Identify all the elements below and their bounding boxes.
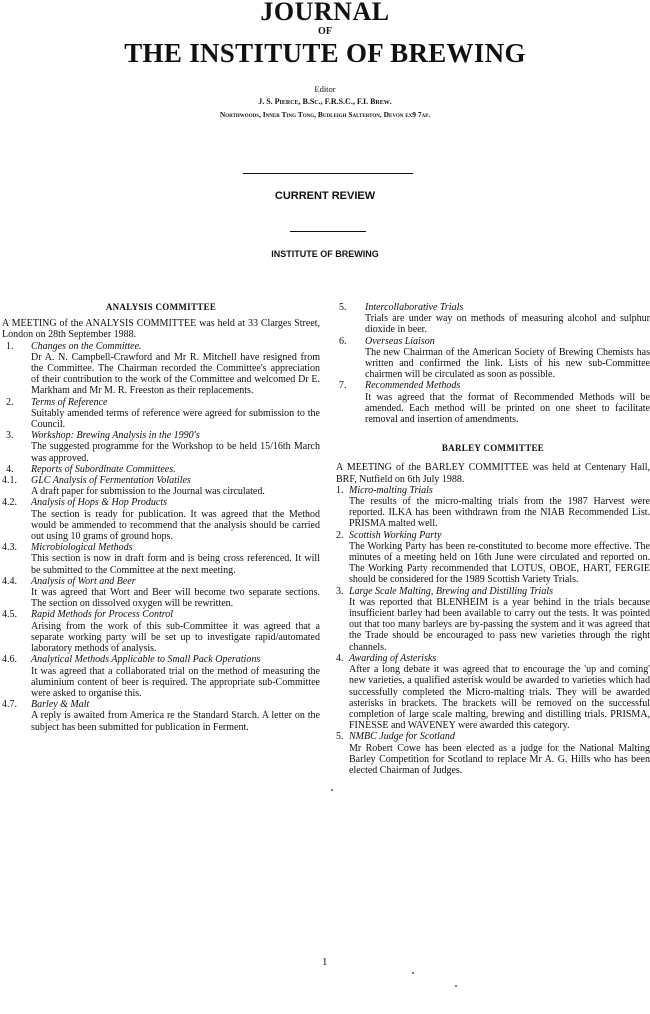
analysis-item-4 xyxy=(2,464,320,475)
item-heading: Scottish Working Party xyxy=(349,529,442,541)
barley-item-2 xyxy=(336,530,650,586)
item-body: The suggested programme for the Workshop to be held 15/16th March was approved. xyxy=(31,441,320,464)
item-number: 4.6. xyxy=(2,654,17,666)
item-body: The new Chairman of the American Society of Brewing Chemists has written and confirmed the link. Lists of his new sub-Committee chairmen will be circulated as soon as possible. xyxy=(365,346,650,381)
masthead xyxy=(0,0,650,120)
editor-address: Northwoods, Inner Ting Tong, Budleigh Salterton, Devon ex9 7ap. xyxy=(219,110,431,119)
item-heading: Large Scale Malting, Brewing and Distilling Trials xyxy=(349,585,553,597)
analysis-item-2 xyxy=(2,397,320,431)
item-number: 2. xyxy=(6,396,14,408)
editor-label: Editor xyxy=(314,84,336,94)
item-heading: Rapid Methods for Process Control xyxy=(31,609,174,621)
item-number: 1. xyxy=(6,340,14,352)
item-body: It was agreed that Wort and Beer will become two separate sections. The section on dissolved oxygen will be rewritten. xyxy=(31,587,320,610)
scan-speck xyxy=(331,789,333,791)
item-heading: Overseas Liaison xyxy=(365,335,435,347)
page-number: 1 xyxy=(322,956,328,968)
analysis-item-7 xyxy=(336,380,650,425)
item-number: 4.4. xyxy=(2,575,17,587)
analysis-item-4-4 xyxy=(2,576,320,610)
item-heading: Analysis of Hops & Hop Products xyxy=(31,497,168,509)
item-number: 3. xyxy=(336,585,344,597)
analysis-item-4-3 xyxy=(2,542,320,576)
journal-title-of: OF xyxy=(318,26,332,37)
analysis-committee-title: ANALYSIS COMMITTEE xyxy=(105,302,217,312)
barley-committee-title: BARLEY COMMITTEE xyxy=(441,443,545,454)
current-review-heading: CURRENT REVIEW xyxy=(274,190,376,202)
item-body: The results of the micro-malting trials from the 1987 Harvest were reported. ILKA has been withdrawn from the NIAB Recommended List. PRISMA malted well. xyxy=(349,496,650,530)
barley-item-4 xyxy=(336,653,650,731)
item-number: 4.5. xyxy=(2,609,17,621)
item-heading: Micro-malting Trials xyxy=(349,484,433,496)
item-heading: Analysis of Wort and Beer xyxy=(31,575,136,587)
item-body: A draft paper for submission to the Journal was circulated. xyxy=(31,486,265,498)
item-body: A reply is awaited from America re the Standard Starch. A letter on the subject has been submitted for publication in Ferment. xyxy=(31,710,320,733)
item-heading: Reports of Subordinate Committees. xyxy=(31,463,176,475)
item-heading: Terms of Reference xyxy=(31,396,108,408)
analysis-item-4-7 xyxy=(2,699,320,733)
item-heading: GLC Analysis of Fermentation Volatiles xyxy=(31,475,191,487)
item-number: 4. xyxy=(6,463,14,475)
item-number: 1. xyxy=(336,484,344,496)
scan-speck xyxy=(455,985,457,987)
journal-title: JOURNAL xyxy=(260,0,390,26)
item-heading: Analytical Methods Applicable to Small Pack Operations xyxy=(31,654,261,666)
item-number: 2. xyxy=(336,529,344,541)
item-body: It was agreed that a collaborated trial on the method of measuring the aluminium content of beer is required. The appropriate sub-Committee were asked to organise this. xyxy=(31,665,320,699)
analysis-intro: A MEETING of the ANALYSIS COMMITTEE was held at 33 Clarges Street, London on 28th September 1988. xyxy=(2,318,320,341)
item-number: 4.3. xyxy=(2,542,17,554)
analysis-item-4-2 xyxy=(2,497,320,542)
item-body: It was reported that BLENHEIM is a year behind in the trials because insufficient barley had been available to carry out the tests. It was pointed out that too many barleys are by-passing the system and it was agreed that the Trade should be encouraged to pass new varieties through the right channels. xyxy=(349,596,650,653)
analysis-item-1 xyxy=(2,341,320,397)
item-body: This section is now in draft form and is being cross referenced. It will be submitted to the Committee at the next meeting. xyxy=(31,553,320,576)
item-body: The Working Party has been re-constituted to become more effective. The minutes of a meeting held on 16th June were circulated and reported on. The Working Party recommended that LOTUS, OBOE, HART, FERGIE should be considered for the 1989 Scottish Variety Trials. xyxy=(349,540,650,586)
item-heading: NMBC Judge for Scotland xyxy=(349,731,455,743)
analysis-item-6 xyxy=(336,336,650,381)
item-heading: Awarding of Asterisks xyxy=(349,652,437,664)
item-body: Dr A. N. Campbell-Crawford and Mr R. Mitchell have resigned from the Committee. The Chairman recorded the Committee's appreciation of their contribution to the work of the Committee and welcomed Dr E. Markham and Mr M. R. Freeston as their replacements. xyxy=(31,351,320,397)
item-number: 4.7. xyxy=(2,699,17,711)
item-heading: Workshop: Brewing Analysis in the 1990's xyxy=(31,430,200,442)
institute-title: THE INSTITUTE OF BREWING xyxy=(124,38,526,68)
item-body: Suitably amended terms of reference were agreed for submission to the Council. xyxy=(31,407,320,431)
item-body: Arising from the work of this sub-Committee it was agreed that a separate working party will be set up to investigate rapid/automated laboratory methods of analysis. xyxy=(31,620,320,655)
item-body: Mr Robert Cowe has been elected as a judge for the National Malting Barley Competition for Scotland to replace Mr A. G. Hills who has been elected Chairman of Judges. xyxy=(349,742,650,776)
item-number: 5. xyxy=(339,302,347,313)
analysis-item-5 xyxy=(336,302,650,336)
header-divider xyxy=(243,173,413,174)
left-column xyxy=(2,302,320,733)
right-column xyxy=(336,302,650,776)
section-divider xyxy=(290,231,366,232)
item-number: 4. xyxy=(336,652,344,664)
item-number: 5. xyxy=(336,731,344,743)
item-number: 7. xyxy=(339,380,347,392)
institute-heading: INSTITUTE OF BREWING xyxy=(271,249,379,259)
item-body: Trials are under way on methods of measuring alcohol and sulphur dioxide in beer. xyxy=(365,313,650,336)
analysis-item-4-5 xyxy=(2,609,320,654)
scan-speck xyxy=(412,972,414,974)
item-number: 4.2. xyxy=(2,497,17,509)
item-heading: Recommended Methods xyxy=(365,380,461,392)
item-heading: Changes on the Committee. xyxy=(31,340,142,352)
item-number: 4.1. xyxy=(2,475,17,487)
item-body: It was agreed that the format of Recommended Methods will be amended. Each method will be printed on one sheet to facilitate removal and insertion of amendments. xyxy=(365,391,650,426)
item-heading: Barley & Malt xyxy=(31,699,90,711)
item-body: The section is ready for publication. It was agreed that the Method would be ammended to recommend that the analysis should be carried out using 10 grams of ground hops. xyxy=(31,508,320,543)
analysis-item-4-6 xyxy=(2,654,320,699)
barley-item-5 xyxy=(336,731,650,776)
item-heading: Microbiological Methods xyxy=(31,542,133,554)
item-number: 3. xyxy=(6,430,14,442)
analysis-item-3 xyxy=(2,430,320,464)
barley-item-1 xyxy=(336,485,650,530)
item-number: 6. xyxy=(339,335,347,347)
item-body: After a long debate it was agreed that to encourage the 'up and coming' new varieties, a qualified asterisk would be awarded to varieties which had successfully completed the Micro-malting trials. They will be awarded asterisks in brackets. The brackets will be removed on the successful completion of large scale malting, brewing and distilling trials. PRISMA, FINESSE and WAVENEY were awarded this category. xyxy=(349,664,650,732)
editor-name: J. S. Pierce, B.Sc., F.R.S.C., F.I. Brew. xyxy=(258,97,392,106)
analysis-item-4-1 xyxy=(2,475,320,497)
barley-item-3 xyxy=(336,586,650,653)
barley-intro: A MEETING of the BARLEY COMMITTEE was held at Centenary Hall, BRF, Nutfield on 6th July 1988. xyxy=(336,462,650,485)
item-heading: Intercollaborative Trials xyxy=(365,302,464,313)
